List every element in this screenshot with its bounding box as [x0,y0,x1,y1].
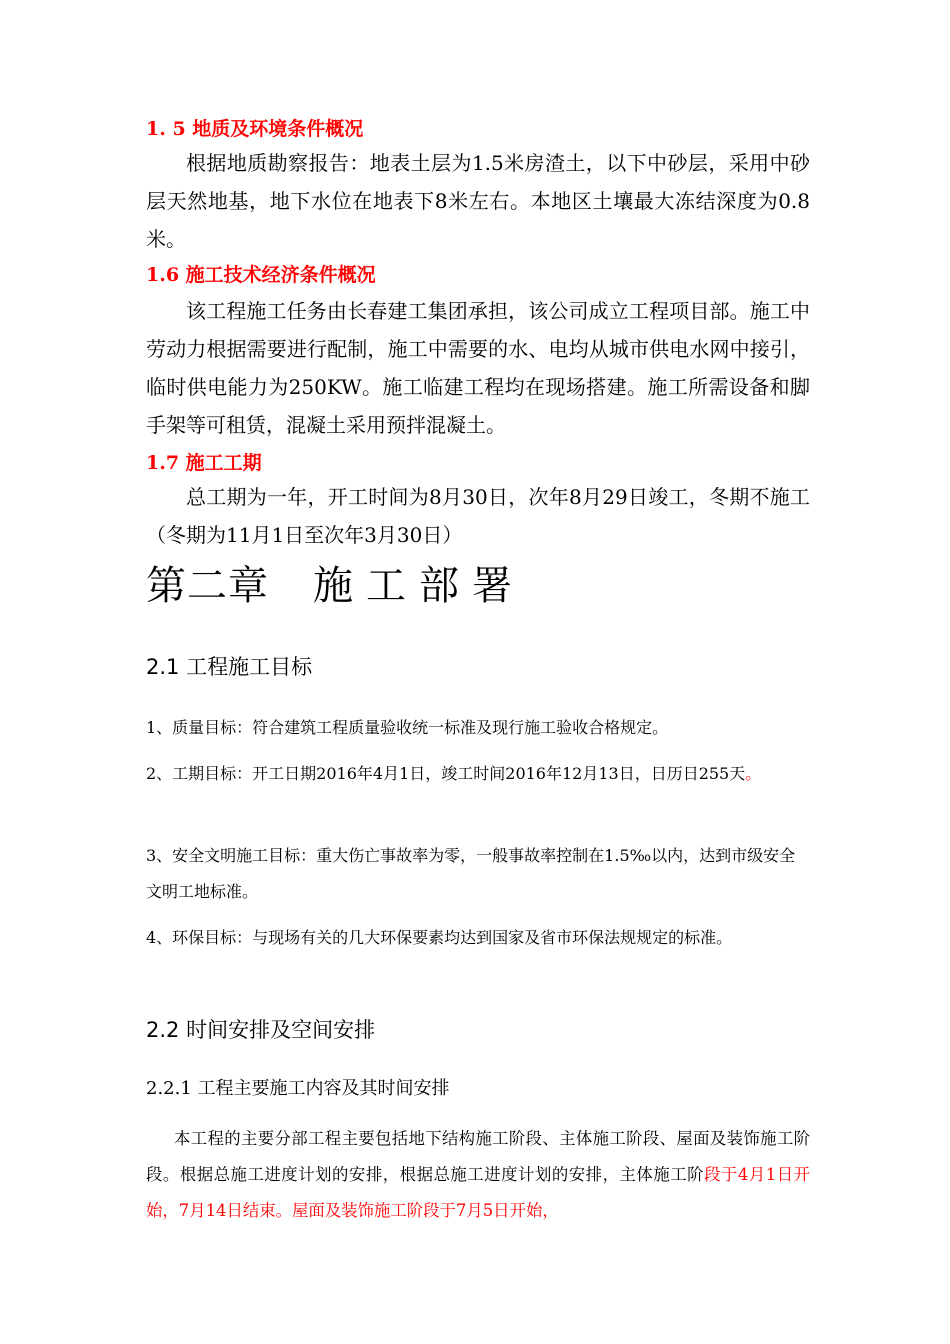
section-title-2-2-1: 工程主要施工内容及其时间安排 [197,1078,450,1099]
section-heading-1-6: 1.6 施工技术经济条件概况 [146,264,376,286]
section-body-1-6: 该工程施工任务由长春建工集团承担，该公司成立工程项目部。施工中劳动力根据需要进行配制，施工中需要的水、电均从城市供电水网中接引，临时供电能力为250KW。施工临建工程均在现场搭建。施工所需设备和脚手架等可租赁，混凝土采用预拌混凝土。 [146,299,810,437]
section-number-2-2-1: 2.2.1 [146,1078,192,1099]
section-heading-2-2: 2.2 时间安排及空间安排 [146,1018,376,1042]
goal-item-1: 1、质量目标：符合建筑工程质量验收统一标准及现行施工验收合格规定。 [146,718,669,737]
goal-item-2-suffix: 。 [745,764,762,783]
section-body-1-5: 根据地质勘察报告：地表土层为1.5米房渣土，以下中砂层，采用中砂层天然地基，地下水位在地表下8米左右。本地区土壤最大冻结深度为0.8米。 [146,151,810,251]
section-heading-1-5: 1. 5 地质及环境条件概况 [146,118,364,140]
goal-item-4: 4、环保目标：与现场有关的几大环保要素均达到国家及省市环保法规规定的标准。 [146,928,733,947]
section-heading-2-1: 2.1 工程施工目标 [146,655,313,679]
section-body-1-7: 总工期为一年，开工时间为8月30日，次年8月29日竣工，冬期不施工（冬期为11月1日至次年3月30日） [146,485,810,547]
section-body-2-2-1 [146,1121,810,1229]
section-heading-2-2-1 [146,1075,810,1103]
section-body-2-2-1-black: 本工程的主要分部工程主要包括地下结构施工阶段、主体施工阶段、屋面及装饰施工阶段。根据总施工进度计划的安排，根据总施工进度计划的安排，主体施工阶 [146,1129,810,1184]
chapter-title [146,561,810,611]
chapter-number: 第二章 [146,563,269,609]
goal-item-2 [146,756,810,792]
goal-item-3: 3、安全文明施工目标：重大伤亡事故率为零，一般事故率控制在1.5‰以内，达到市级安全文明工地标准。 [146,846,796,901]
section-heading-1-7: 1.7 施工工期 [146,452,262,474]
chapter-name: 施工部署 [313,563,525,609]
goal-item-2-text: 2、工期目标：开工日期2016年4月1日，竣工时间2016年12月13日，日历日255天 [146,764,746,783]
section-body-2-2-1-red: 段于4月1日开始，7月14日结束。屋面及装饰施工阶段于7月5日开始， [146,1165,811,1220]
